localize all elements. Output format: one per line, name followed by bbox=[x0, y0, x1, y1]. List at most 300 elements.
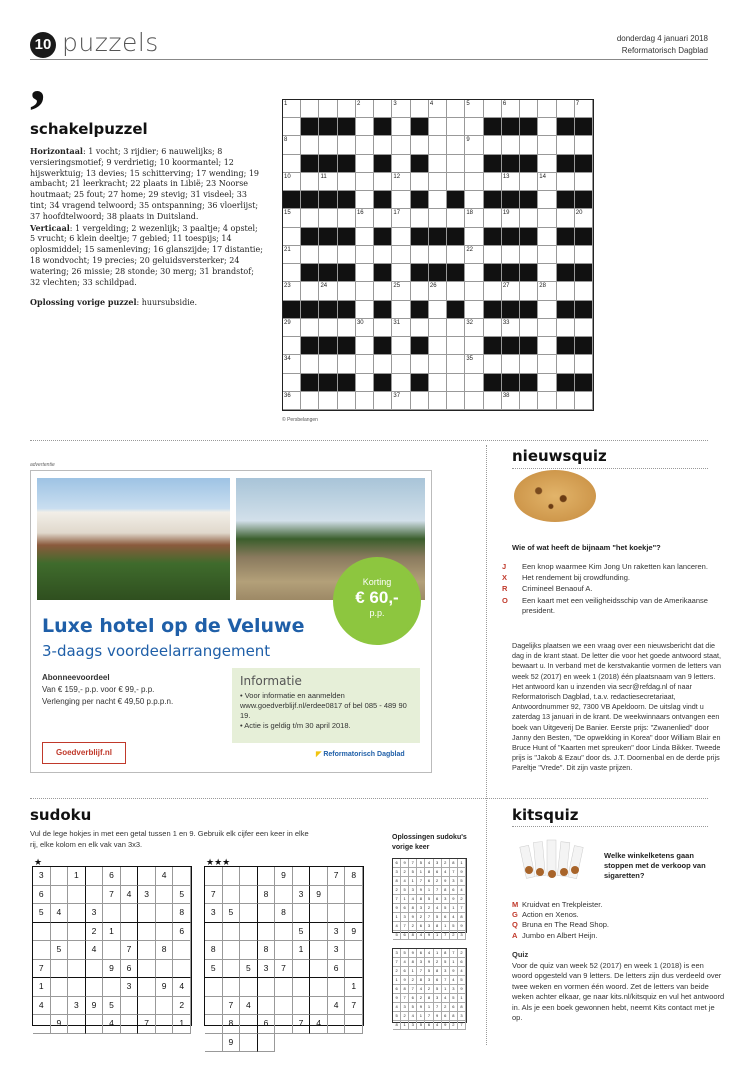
sudoku-cell[interactable] bbox=[156, 997, 174, 1016]
crossword-cell[interactable] bbox=[338, 136, 356, 154]
crossword-cell[interactable]: 25 bbox=[392, 282, 410, 300]
sudoku-cell[interactable]: 2 bbox=[173, 997, 191, 1016]
sudoku-cell[interactable]: 9 bbox=[103, 960, 121, 979]
sudoku-cell[interactable] bbox=[51, 997, 69, 1016]
sudoku-cell[interactable]: 8 bbox=[258, 941, 276, 960]
crossword-cell[interactable] bbox=[557, 246, 575, 264]
sudoku-cell[interactable] bbox=[275, 923, 293, 942]
crossword-cell[interactable] bbox=[283, 118, 301, 136]
crossword-cell[interactable]: 24 bbox=[319, 282, 337, 300]
crossword-cell[interactable] bbox=[374, 209, 392, 227]
crossword-cell[interactable] bbox=[301, 246, 319, 264]
sudoku-cell[interactable] bbox=[51, 867, 69, 886]
sudoku-cell[interactable] bbox=[345, 904, 363, 923]
sudoku-grid-hard[interactable] bbox=[204, 866, 364, 1047]
crossword-cell[interactable]: 26 bbox=[429, 282, 447, 300]
crossword-cell[interactable] bbox=[374, 319, 392, 337]
crossword-cell[interactable]: 1 bbox=[283, 100, 301, 118]
sudoku-cell[interactable]: 6 bbox=[121, 960, 139, 979]
crossword-cell[interactable] bbox=[538, 264, 556, 282]
sudoku-cell[interactable]: 7 bbox=[345, 997, 363, 1016]
sudoku-cell[interactable] bbox=[240, 867, 258, 886]
crossword-cell[interactable] bbox=[411, 209, 429, 227]
crossword-cell[interactable]: 22 bbox=[465, 246, 483, 264]
crossword-cell[interactable] bbox=[338, 319, 356, 337]
crossword-cell[interactable] bbox=[538, 392, 556, 410]
option[interactable] bbox=[502, 573, 722, 583]
crossword-cell[interactable] bbox=[356, 264, 374, 282]
crossword-cell[interactable] bbox=[538, 191, 556, 209]
crossword-cell[interactable] bbox=[465, 374, 483, 392]
option[interactable] bbox=[502, 595, 722, 616]
sudoku-cell[interactable] bbox=[51, 960, 69, 979]
crossword-cell[interactable] bbox=[411, 136, 429, 154]
crossword-cell[interactable] bbox=[484, 282, 502, 300]
sudoku-cell[interactable]: 4 bbox=[33, 997, 51, 1016]
crossword-cell[interactable] bbox=[283, 228, 301, 246]
sudoku-cell[interactable] bbox=[51, 923, 69, 942]
sudoku-cell[interactable] bbox=[205, 978, 223, 997]
crossword-cell[interactable]: 6 bbox=[502, 100, 520, 118]
crossword-cell[interactable] bbox=[447, 100, 465, 118]
crossword-cell[interactable] bbox=[465, 118, 483, 136]
sudoku-cell[interactable] bbox=[138, 997, 156, 1016]
sudoku-cell[interactable]: 7 bbox=[121, 941, 139, 960]
crossword-cell[interactable] bbox=[374, 246, 392, 264]
sudoku-cell[interactable] bbox=[258, 1034, 276, 1053]
crossword-cell[interactable] bbox=[411, 173, 429, 191]
crossword-cell[interactable] bbox=[356, 374, 374, 392]
crossword-cell[interactable] bbox=[374, 136, 392, 154]
crossword-cell[interactable] bbox=[575, 246, 593, 264]
sudoku-cell[interactable]: 8 bbox=[173, 904, 191, 923]
sudoku-cell[interactable] bbox=[138, 978, 156, 997]
crossword-cell[interactable] bbox=[283, 374, 301, 392]
sudoku-cell[interactable] bbox=[310, 997, 328, 1016]
sudoku-cell[interactable] bbox=[293, 904, 311, 923]
crossword-cell[interactable] bbox=[465, 173, 483, 191]
crossword-cell[interactable] bbox=[392, 228, 410, 246]
sudoku-cell[interactable]: 4 bbox=[328, 997, 346, 1016]
crossword-cell[interactable] bbox=[429, 374, 447, 392]
sudoku-cell[interactable]: 8 bbox=[205, 941, 223, 960]
crossword-cell[interactable] bbox=[411, 246, 429, 264]
crossword-cell[interactable]: 3 bbox=[392, 100, 410, 118]
crossword-cell[interactable] bbox=[538, 209, 556, 227]
crossword-cell[interactable] bbox=[283, 155, 301, 173]
sudoku-cell[interactable] bbox=[205, 997, 223, 1016]
crossword-cell[interactable]: 5 bbox=[465, 100, 483, 118]
sudoku-cell[interactable] bbox=[86, 978, 104, 997]
sudoku-grid-easy[interactable] bbox=[32, 866, 192, 1026]
crossword-cell[interactable] bbox=[301, 100, 319, 118]
sudoku-cell[interactable]: 4 bbox=[86, 941, 104, 960]
crossword-cell[interactable]: 34 bbox=[283, 355, 301, 373]
crossword-cell[interactable] bbox=[429, 301, 447, 319]
sudoku-cell[interactable] bbox=[205, 1034, 223, 1053]
sudoku-cell[interactable]: 4 bbox=[310, 1015, 328, 1034]
sudoku-cell[interactable] bbox=[310, 960, 328, 979]
crossword-cell[interactable] bbox=[392, 301, 410, 319]
sudoku-cell[interactable]: 1 bbox=[33, 978, 51, 997]
sudoku-cell[interactable]: 7 bbox=[138, 1015, 156, 1034]
crossword-cell[interactable]: 28 bbox=[538, 282, 556, 300]
option[interactable] bbox=[502, 584, 722, 594]
crossword-cell[interactable] bbox=[484, 392, 502, 410]
crossword-cell[interactable] bbox=[429, 191, 447, 209]
crossword-cell[interactable] bbox=[374, 173, 392, 191]
sudoku-cell[interactable]: 5 bbox=[33, 904, 51, 923]
crossword-cell[interactable] bbox=[557, 136, 575, 154]
sudoku-cell[interactable]: 3 bbox=[33, 867, 51, 886]
crossword-cell[interactable] bbox=[447, 155, 465, 173]
sudoku-cell[interactable]: 8 bbox=[345, 867, 363, 886]
crossword-cell[interactable]: 15 bbox=[283, 209, 301, 227]
sudoku-cell[interactable]: 3 bbox=[205, 904, 223, 923]
crossword-cell[interactable] bbox=[356, 228, 374, 246]
crossword-cell[interactable] bbox=[557, 100, 575, 118]
crossword-cell[interactable] bbox=[429, 337, 447, 355]
sudoku-cell[interactable] bbox=[328, 886, 346, 905]
sudoku-cell[interactable] bbox=[68, 923, 86, 942]
crossword-cell[interactable] bbox=[465, 337, 483, 355]
crossword-cell[interactable] bbox=[356, 136, 374, 154]
sudoku-cell[interactable]: 6 bbox=[103, 867, 121, 886]
sudoku-cell[interactable] bbox=[205, 1015, 223, 1034]
crossword-cell[interactable] bbox=[502, 355, 520, 373]
sudoku-cell[interactable]: 7 bbox=[103, 886, 121, 905]
sudoku-cell[interactable]: 1 bbox=[103, 923, 121, 942]
sudoku-cell[interactable] bbox=[121, 923, 139, 942]
sudoku-cell[interactable] bbox=[68, 1015, 86, 1034]
sudoku-cell[interactable] bbox=[240, 1015, 258, 1034]
sudoku-cell[interactable] bbox=[156, 923, 174, 942]
sudoku-cell[interactable] bbox=[345, 886, 363, 905]
crossword-cell[interactable] bbox=[411, 355, 429, 373]
sudoku-cell[interactable]: 9 bbox=[86, 997, 104, 1016]
sudoku-cell[interactable]: 6 bbox=[173, 923, 191, 942]
crossword-cell[interactable] bbox=[429, 355, 447, 373]
sudoku-cell[interactable]: 4 bbox=[51, 904, 69, 923]
crossword-cell[interactable] bbox=[411, 392, 429, 410]
crossword-cell[interactable] bbox=[484, 319, 502, 337]
crossword-cell[interactable] bbox=[392, 337, 410, 355]
crossword-cell[interactable] bbox=[484, 173, 502, 191]
sudoku-cell[interactable] bbox=[310, 978, 328, 997]
crossword-cell[interactable]: 2 bbox=[356, 100, 374, 118]
sudoku-cell[interactable] bbox=[138, 867, 156, 886]
crossword-cell[interactable] bbox=[301, 392, 319, 410]
crossword-cell[interactable] bbox=[465, 191, 483, 209]
crossword-cell[interactable]: 32 bbox=[465, 319, 483, 337]
crossword-cell[interactable] bbox=[319, 246, 337, 264]
sudoku-cell[interactable] bbox=[86, 1015, 104, 1034]
sudoku-cell[interactable]: 8 bbox=[275, 904, 293, 923]
crossword-cell[interactable]: 38 bbox=[502, 392, 520, 410]
sudoku-cell[interactable]: 5 bbox=[240, 960, 258, 979]
sudoku-cell[interactable]: 8 bbox=[223, 1015, 241, 1034]
crossword-cell[interactable] bbox=[338, 355, 356, 373]
crossword-cell[interactable] bbox=[465, 228, 483, 246]
sudoku-cell[interactable] bbox=[138, 923, 156, 942]
crossword-cell[interactable] bbox=[447, 118, 465, 136]
sudoku-cell[interactable] bbox=[223, 923, 241, 942]
sudoku-cell[interactable] bbox=[121, 1015, 139, 1034]
crossword-cell[interactable] bbox=[374, 282, 392, 300]
crossword-cell[interactable] bbox=[356, 282, 374, 300]
sudoku-cell[interactable]: 9 bbox=[310, 886, 328, 905]
sudoku-cell[interactable] bbox=[328, 978, 346, 997]
sudoku-cell[interactable] bbox=[86, 886, 104, 905]
crossword-cell[interactable] bbox=[520, 282, 538, 300]
sudoku-cell[interactable]: 2 bbox=[86, 923, 104, 942]
crossword-cell[interactable]: 13 bbox=[502, 173, 520, 191]
crossword-cell[interactable] bbox=[502, 136, 520, 154]
sudoku-cell[interactable]: 9 bbox=[223, 1034, 241, 1053]
sudoku-cell[interactable] bbox=[51, 886, 69, 905]
crossword-cell[interactable] bbox=[319, 100, 337, 118]
crossword-cell[interactable] bbox=[429, 209, 447, 227]
sudoku-cell[interactable] bbox=[51, 978, 69, 997]
crossword-cell[interactable] bbox=[356, 155, 374, 173]
crossword-cell[interactable] bbox=[575, 173, 593, 191]
crossword-cell[interactable] bbox=[520, 100, 538, 118]
crossword-cell[interactable]: 4 bbox=[429, 100, 447, 118]
sudoku-cell[interactable]: 8 bbox=[258, 886, 276, 905]
sudoku-cell[interactable] bbox=[223, 867, 241, 886]
sudoku-cell[interactable] bbox=[258, 997, 276, 1016]
sudoku-cell[interactable] bbox=[293, 997, 311, 1016]
crossword-cell[interactable] bbox=[392, 155, 410, 173]
crossword-cell[interactable] bbox=[575, 319, 593, 337]
sudoku-cell[interactable] bbox=[68, 960, 86, 979]
crossword-cell[interactable] bbox=[538, 246, 556, 264]
sudoku-cell[interactable] bbox=[68, 886, 86, 905]
sudoku-cell[interactable] bbox=[345, 960, 363, 979]
crossword-cell[interactable]: 33 bbox=[502, 319, 520, 337]
crossword-cell[interactable] bbox=[283, 337, 301, 355]
sudoku-cell[interactable]: 3 bbox=[138, 886, 156, 905]
sudoku-cell[interactable] bbox=[310, 923, 328, 942]
sudoku-cell[interactable] bbox=[223, 960, 241, 979]
crossword-cell[interactable] bbox=[301, 282, 319, 300]
sudoku-cell[interactable]: 6 bbox=[33, 886, 51, 905]
crossword-cell[interactable] bbox=[301, 319, 319, 337]
crossword-cell[interactable] bbox=[411, 282, 429, 300]
crossword-grid[interactable] bbox=[282, 99, 594, 411]
crossword-cell[interactable]: 8 bbox=[283, 136, 301, 154]
sudoku-cell[interactable] bbox=[156, 960, 174, 979]
sudoku-cell[interactable]: 1 bbox=[293, 941, 311, 960]
crossword-cell[interactable]: 35 bbox=[465, 355, 483, 373]
crossword-cell[interactable]: 12 bbox=[392, 173, 410, 191]
crossword-cell[interactable] bbox=[356, 118, 374, 136]
crossword-cell[interactable] bbox=[301, 136, 319, 154]
sudoku-cell[interactable]: 5 bbox=[223, 904, 241, 923]
crossword-cell[interactable] bbox=[429, 173, 447, 191]
option[interactable] bbox=[502, 562, 722, 572]
crossword-cell[interactable] bbox=[338, 246, 356, 264]
crossword-cell[interactable] bbox=[411, 319, 429, 337]
sudoku-cell[interactable] bbox=[293, 978, 311, 997]
sudoku-cell[interactable] bbox=[138, 904, 156, 923]
crossword-cell[interactable]: 37 bbox=[392, 392, 410, 410]
sudoku-cell[interactable] bbox=[240, 904, 258, 923]
sudoku-cell[interactable]: 4 bbox=[240, 997, 258, 1016]
crossword-cell[interactable]: 9 bbox=[465, 136, 483, 154]
sudoku-cell[interactable] bbox=[103, 904, 121, 923]
crossword-cell[interactable] bbox=[557, 209, 575, 227]
crossword-cell[interactable]: 16 bbox=[356, 209, 374, 227]
crossword-cell[interactable] bbox=[319, 136, 337, 154]
sudoku-cell[interactable] bbox=[138, 941, 156, 960]
sudoku-cell[interactable] bbox=[240, 1034, 258, 1053]
sudoku-cell[interactable] bbox=[173, 867, 191, 886]
sudoku-cell[interactable] bbox=[275, 997, 293, 1016]
crossword-cell[interactable] bbox=[465, 155, 483, 173]
sudoku-cell[interactable]: 5 bbox=[173, 886, 191, 905]
crossword-cell[interactable] bbox=[392, 374, 410, 392]
sudoku-cell[interactable] bbox=[328, 1015, 346, 1034]
crossword-cell[interactable] bbox=[484, 136, 502, 154]
crossword-cell[interactable] bbox=[319, 355, 337, 373]
sudoku-cell[interactable] bbox=[258, 923, 276, 942]
sudoku-cell[interactable] bbox=[68, 904, 86, 923]
crossword-cell[interactable] bbox=[301, 355, 319, 373]
sudoku-cell[interactable] bbox=[156, 886, 174, 905]
sudoku-cell[interactable]: 3 bbox=[121, 978, 139, 997]
crossword-cell[interactable] bbox=[338, 282, 356, 300]
sudoku-cell[interactable]: 9 bbox=[156, 978, 174, 997]
sudoku-cell[interactable] bbox=[240, 923, 258, 942]
crossword-cell[interactable] bbox=[301, 209, 319, 227]
crossword-cell[interactable] bbox=[557, 319, 575, 337]
crossword-cell[interactable] bbox=[520, 246, 538, 264]
sudoku-cell[interactable] bbox=[33, 923, 51, 942]
sudoku-cell[interactable] bbox=[258, 978, 276, 997]
crossword-cell[interactable] bbox=[538, 319, 556, 337]
crossword-cell[interactable] bbox=[465, 392, 483, 410]
crossword-cell[interactable] bbox=[557, 282, 575, 300]
crossword-cell[interactable] bbox=[392, 118, 410, 136]
crossword-cell[interactable] bbox=[301, 173, 319, 191]
sudoku-cell[interactable]: 5 bbox=[205, 960, 223, 979]
crossword-cell[interactable] bbox=[484, 246, 502, 264]
crossword-cell[interactable]: 30 bbox=[356, 319, 374, 337]
crossword-cell[interactable] bbox=[392, 355, 410, 373]
crossword-cell[interactable] bbox=[538, 118, 556, 136]
sudoku-cell[interactable] bbox=[223, 941, 241, 960]
crossword-cell[interactable] bbox=[465, 264, 483, 282]
sudoku-cell[interactable]: 7 bbox=[293, 1015, 311, 1034]
sudoku-cell[interactable] bbox=[275, 1015, 293, 1034]
option[interactable] bbox=[512, 910, 722, 920]
sudoku-cell[interactable] bbox=[33, 1015, 51, 1034]
crossword-cell[interactable] bbox=[356, 392, 374, 410]
sudoku-cell[interactable]: 9 bbox=[345, 923, 363, 942]
crossword-cell[interactable]: 27 bbox=[502, 282, 520, 300]
crossword-cell[interactable] bbox=[447, 136, 465, 154]
crossword-cell[interactable] bbox=[520, 209, 538, 227]
crossword-cell[interactable] bbox=[447, 319, 465, 337]
sudoku-cell[interactable] bbox=[156, 1015, 174, 1034]
option[interactable] bbox=[512, 920, 722, 930]
crossword-cell[interactable] bbox=[338, 209, 356, 227]
sudoku-cell[interactable] bbox=[121, 867, 139, 886]
crossword-cell[interactable] bbox=[319, 319, 337, 337]
crossword-cell[interactable] bbox=[356, 301, 374, 319]
crossword-cell[interactable] bbox=[538, 337, 556, 355]
crossword-cell[interactable]: 23 bbox=[283, 282, 301, 300]
crossword-cell[interactable] bbox=[575, 392, 593, 410]
sudoku-cell[interactable]: 3 bbox=[68, 997, 86, 1016]
sudoku-cell[interactable]: 4 bbox=[173, 978, 191, 997]
crossword-cell[interactable] bbox=[557, 173, 575, 191]
crossword-cell[interactable] bbox=[447, 282, 465, 300]
crossword-cell[interactable] bbox=[447, 173, 465, 191]
crossword-cell[interactable] bbox=[520, 319, 538, 337]
crossword-cell[interactable] bbox=[356, 191, 374, 209]
sudoku-cell[interactable] bbox=[223, 978, 241, 997]
sudoku-cell[interactable] bbox=[240, 978, 258, 997]
sudoku-cell[interactable]: 1 bbox=[68, 867, 86, 886]
goedverblijf-logo[interactable]: Goedverblijf.nl bbox=[42, 742, 126, 764]
crossword-cell[interactable] bbox=[319, 209, 337, 227]
crossword-cell[interactable]: 36 bbox=[283, 392, 301, 410]
sudoku-cell[interactable]: 7 bbox=[275, 960, 293, 979]
sudoku-cell[interactable]: 7 bbox=[205, 886, 223, 905]
crossword-cell[interactable] bbox=[538, 374, 556, 392]
sudoku-cell[interactable] bbox=[275, 941, 293, 960]
sudoku-cell[interactable]: 5 bbox=[103, 997, 121, 1016]
sudoku-cell[interactable] bbox=[275, 978, 293, 997]
sudoku-cell[interactable] bbox=[310, 867, 328, 886]
sudoku-cell[interactable] bbox=[310, 904, 328, 923]
crossword-cell[interactable] bbox=[538, 155, 556, 173]
crossword-cell[interactable] bbox=[502, 246, 520, 264]
crossword-cell[interactable] bbox=[429, 155, 447, 173]
sudoku-cell[interactable] bbox=[240, 886, 258, 905]
sudoku-cell[interactable] bbox=[345, 1015, 363, 1034]
crossword-cell[interactable] bbox=[429, 118, 447, 136]
crossword-cell[interactable] bbox=[338, 392, 356, 410]
sudoku-cell[interactable] bbox=[293, 867, 311, 886]
sudoku-cell[interactable]: 9 bbox=[51, 1015, 69, 1034]
crossword-cell[interactable]: 20 bbox=[575, 209, 593, 227]
crossword-cell[interactable]: 18 bbox=[465, 209, 483, 227]
sudoku-cell[interactable]: 3 bbox=[328, 941, 346, 960]
option[interactable] bbox=[512, 931, 722, 941]
crossword-cell[interactable] bbox=[447, 355, 465, 373]
crossword-cell[interactable] bbox=[338, 173, 356, 191]
sudoku-cell[interactable] bbox=[156, 904, 174, 923]
sudoku-cell[interactable] bbox=[240, 941, 258, 960]
sudoku-cell[interactable] bbox=[258, 904, 276, 923]
sudoku-cell[interactable]: 5 bbox=[51, 941, 69, 960]
crossword-cell[interactable] bbox=[283, 264, 301, 282]
crossword-cell[interactable] bbox=[392, 264, 410, 282]
sudoku-cell[interactable] bbox=[121, 904, 139, 923]
sudoku-cell[interactable] bbox=[68, 978, 86, 997]
crossword-cell[interactable] bbox=[392, 191, 410, 209]
crossword-cell[interactable] bbox=[520, 173, 538, 191]
crossword-cell[interactable] bbox=[575, 355, 593, 373]
crossword-cell[interactable] bbox=[575, 282, 593, 300]
crossword-cell[interactable] bbox=[319, 392, 337, 410]
sudoku-cell[interactable] bbox=[68, 941, 86, 960]
sudoku-cell[interactable] bbox=[103, 978, 121, 997]
sudoku-cell[interactable]: 6 bbox=[258, 1015, 276, 1034]
